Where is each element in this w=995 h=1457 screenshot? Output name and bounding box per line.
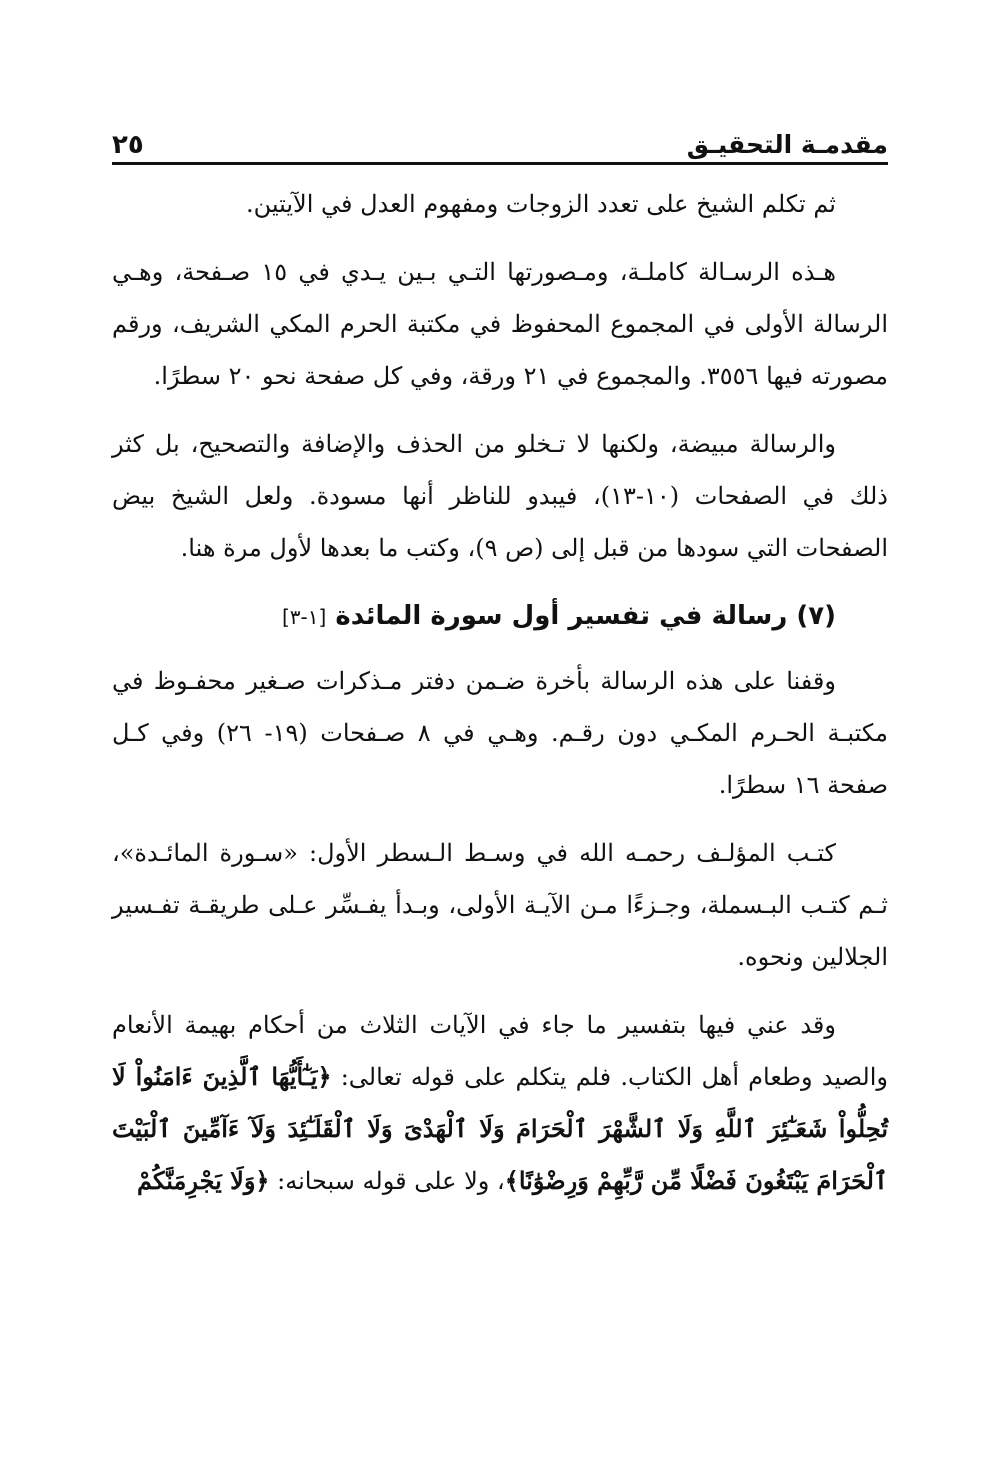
section-heading-reference: [١-٣] [281, 605, 327, 629]
paragraph-with-quran [112, 999, 888, 1207]
paragraph-text: ، ولا على قوله سبحانه: [269, 1167, 505, 1195]
quran-quote: ﴿يَـٰٓأَيُّهَا ٱلَّذِينَ ءَامَنُواْ لَا تُحِلُّواْ شَعَـٰٓئِرَ ٱللَّهِ وَلَا ٱلشَّهْرَ ٱلْحَرَامَ وَلَا ٱلْهَدْىَ وَلَا ٱلْقَلَـٰٓئِدَ وَلَآ ءَآمِّينَ ٱلْبَيْتَ ٱلْحَرَامَ يَبْتَغُونَ فَضْلًا مِّن رَّبِّهِمْ وَرِضْوَٰنًا﴾ [112, 1062, 888, 1195]
section-heading-text: (٧) رسالة في تفسير أول سورة المائدة [335, 601, 836, 631]
page-header [112, 118, 888, 160]
paragraph: والرسالة مبيضة، ولكنها لا تـخلو من الحذف والإضافة والتصحيح، بل كثر ذلك في الصفحات (١٠-١٣)، فيبدو للناظر أنها مسودة. ولعل الشيخ بيض الصفحات التي سودها من قبل إلى (ص ٩)، وكتب ما بعدها لأول مرة هنا. [112, 430, 888, 562]
paragraph: وقفنا على هذه الرسالة بأخرة ضـمن دفتر مـذكرات صـغير محفـوظ في مكتبـة الحـرم المكـي دون رقـم. وهـي في ٨ صـفحات (١٩- ٢٦) وفي كـل صفحة ١٦ سطرًا. [112, 667, 888, 799]
page-body [112, 178, 888, 1223]
paragraph: ثم تكلم الشيخ على تعدد الزوجات ومفهوم العدل في الآيتين. [245, 190, 836, 218]
paragraph-text: وقد عني فيها بتفسير ما جاء في الآيات الثلاث من أحكام بهيمة الأنعام والصيد وطعام أهل الكتاب. فلم يتكلم على قوله تعالى: [112, 1011, 888, 1091]
section-heading [112, 590, 888, 643]
header-rule [112, 162, 888, 165]
paragraph: هـذه الرسـالة كاملـة، ومـصورتها التـي بـين يـدي في ١٥ صـفحة، وهـي الرسالة الأولى في المجموع المحفوظ في مكتبة الحرم المكي الشريف، ورقم مصورته فيها ٣٥٥٦. والمجموع في ٢١ ورقة، وفي كل صفحة نحو ٢٠ سطرًا. [112, 258, 888, 390]
paragraph: كتـب المؤلـف رحمـه الله في وسـط الـسطر الأول: «سـورة المائـدة»، ثـم كتـب البـسملة، وجـزءًا مـن الآيـة الأولى، وبـدأ يفـسِّر عـلى طريقـة تفـسير الجلالين ونحوه. [112, 839, 888, 971]
quran-quote: ﴿وَلَا يَجْرِمَنَّكُمْ [137, 1166, 270, 1195]
running-title: مقدمـة التحقيـق [686, 130, 888, 159]
page-number: ٢٥ [112, 130, 144, 160]
